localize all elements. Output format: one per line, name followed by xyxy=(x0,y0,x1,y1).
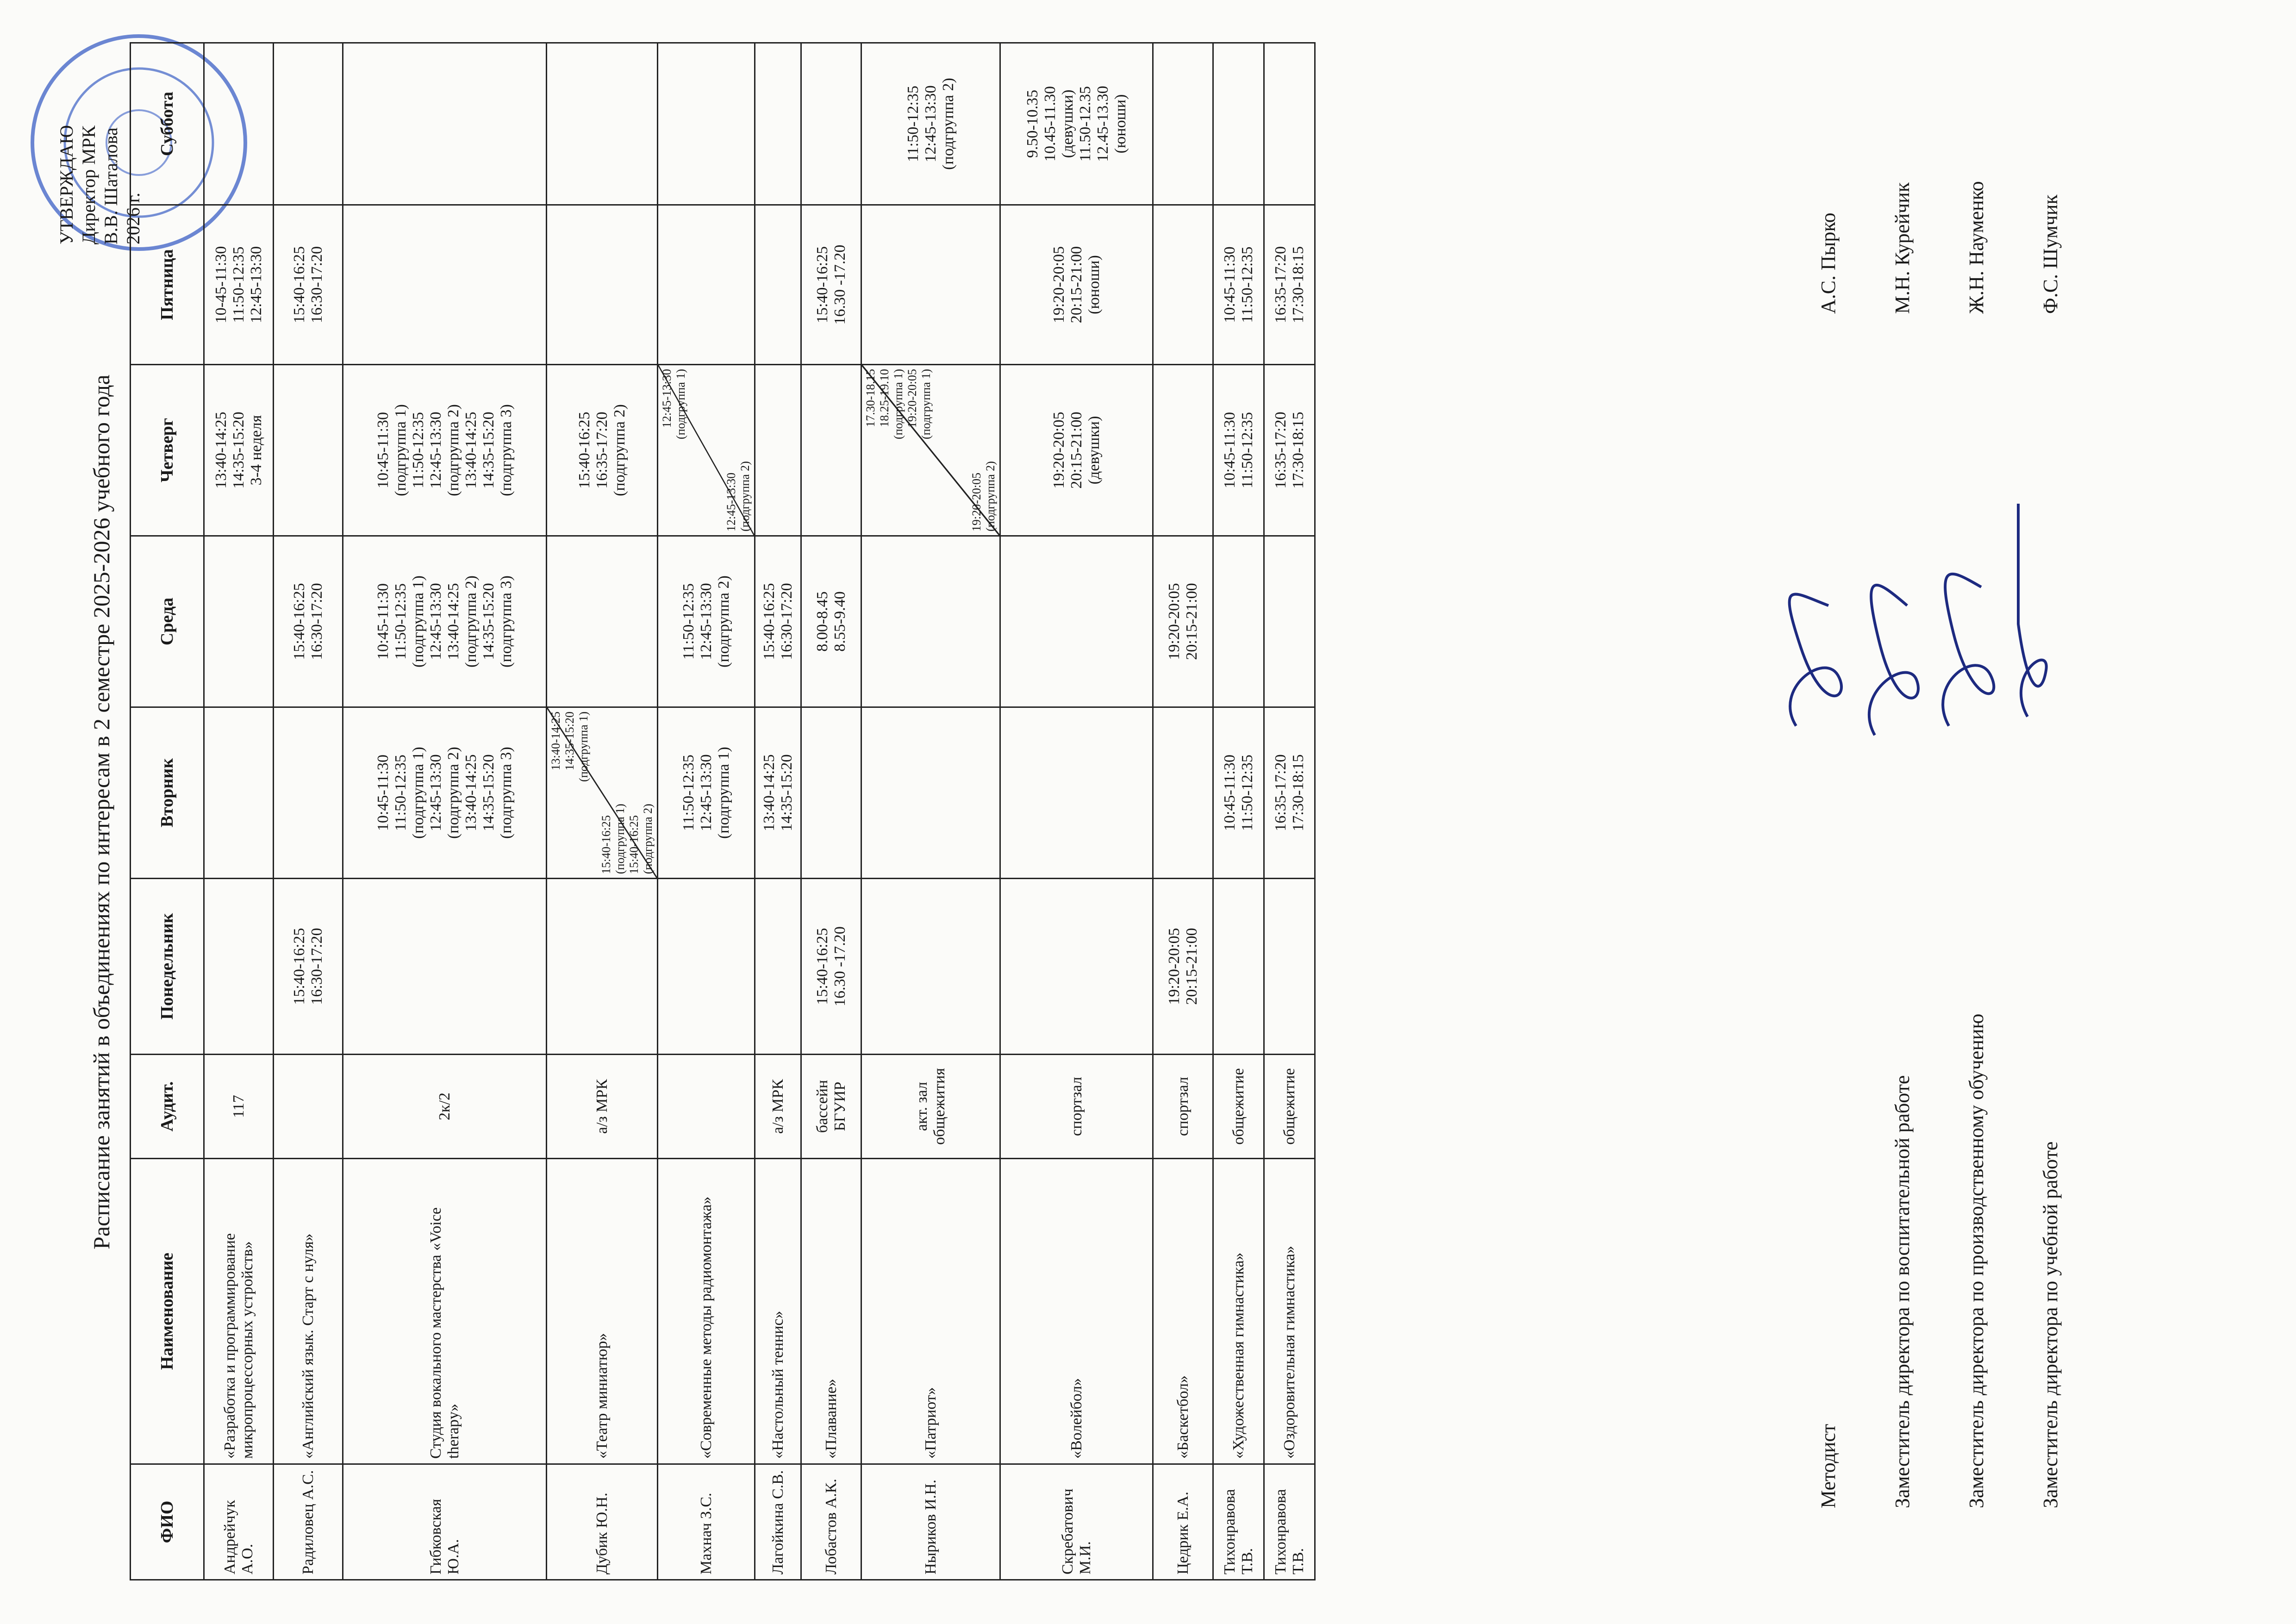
club-name: «Настольный теннис» xyxy=(755,1159,801,1464)
schedule-cell-wed xyxy=(1264,536,1315,707)
schedule-cell-fri xyxy=(861,205,1000,365)
split-cell-bottom: 19:20-20:05 (подгруппа 2) xyxy=(970,461,997,531)
schedule-cell-fri xyxy=(1153,205,1213,365)
signature-person: Ф.С. Шумчик xyxy=(2039,194,2062,314)
teacher-name: Андрейчук А.О. xyxy=(204,1464,274,1580)
club-name: «Современные методы радиомонтажа» xyxy=(658,1159,755,1464)
room: а/з МРК xyxy=(755,1055,801,1159)
schedule-cell-sat xyxy=(1264,43,1315,205)
schedule-cell-wed: 11:50-12:35 12:45-13:30 (подгруппа 2) xyxy=(658,536,755,707)
schedule-cell-wed xyxy=(547,536,658,707)
split-cell-bottom: 15:40-16:25 (подгруппа 1) 15:40-16:25 (подгруппа 2) xyxy=(599,804,655,874)
schedule-cell-mon xyxy=(1000,879,1153,1055)
schedule-cell-thu: 10:45-11:30 11:50-12:35 xyxy=(1213,365,1264,536)
schedule-cell-mon xyxy=(1213,879,1264,1055)
schedule-cell-thu: 16:35-17:20 17:30-18:15 xyxy=(1264,365,1315,536)
column-header: Понедельник xyxy=(131,879,204,1055)
schedule-cell-mon xyxy=(343,879,547,1055)
signature-person: Ж.Н. Науменко xyxy=(1965,181,1988,314)
schedule-cell-tue xyxy=(1000,707,1153,879)
schedule-cell-fri: 15:40-16:25 16:30-17:20 xyxy=(274,205,343,365)
schedule-cell-wed: 19:20-20:05 20:15-21:00 xyxy=(1153,536,1213,707)
schedule-cell-tue xyxy=(1153,707,1213,879)
schedule-cell-sat xyxy=(204,43,274,205)
schedule-cell-mon xyxy=(755,879,801,1055)
column-header: Пятница xyxy=(131,205,204,365)
signature-row xyxy=(1940,119,2014,1508)
split-cell-bottom: 12:45-13:30 (подгруппа 2) xyxy=(724,461,752,531)
teacher-name: Дубик Ю.Н. xyxy=(547,1464,658,1580)
schedule-cell-fri: 10-45-11:30 11:50-12:35 12:45-13:30 xyxy=(204,205,274,365)
club-name: «Разработка и программирование микропроцессорных устройств» xyxy=(204,1159,274,1464)
schedule-cell-wed: 15:40-16:25 16:30-17:20 xyxy=(755,536,801,707)
schedule-cell-sat xyxy=(343,43,547,205)
schedule-cell-mon xyxy=(547,879,658,1055)
schedule-cell-sat xyxy=(801,43,861,205)
page-title: Расписание занятий в объединениях по интересам в 2 семестре 2025-2026 учебного года xyxy=(88,375,114,1249)
schedule-cell-wed: 10:45-11:30 11:50-12:35 (подгруппа 1) 12:45-13:30 13:40-14:25 (подгруппа 2) 14:35-15:20 (подгруппа 3) xyxy=(343,536,547,707)
room: общежитие xyxy=(1213,1055,1264,1159)
teacher-name: Гибковская Ю.А. xyxy=(343,1464,547,1580)
schedule-cell-thu: 13:40-14:25 14:35-15:20 3-4 неделя xyxy=(204,365,274,536)
table-header-row xyxy=(131,43,204,1580)
schedule-cell-sat xyxy=(547,43,658,205)
column-header: Суббота xyxy=(131,43,204,205)
signature-role: Методист xyxy=(1817,1424,1840,1508)
room: бассейн БГУИР xyxy=(801,1055,861,1159)
split-cell-top: 17.30-18.15 18.25-19.10 (подгруппа 1) 19:20-20:05 (подгруппа 1) xyxy=(864,369,933,439)
club-name: «Оздоровительная гимнастика» xyxy=(1264,1159,1315,1464)
teacher-name: Лобастов А.К. xyxy=(801,1464,861,1580)
club-name: «Волейбол» xyxy=(1000,1159,1153,1464)
club-name: «Баскетбол» xyxy=(1153,1159,1213,1464)
schedule-cell-sat: 9.50-10.35 10.45-11.30 (девушки) 11.50-12.35 12.45-13.30 (юноши) xyxy=(1000,43,1153,205)
table-row xyxy=(547,43,658,1580)
table-row xyxy=(1000,43,1153,1580)
table-row xyxy=(801,43,861,1580)
signature-person: А.С. Пырко xyxy=(1817,212,1840,314)
table-row xyxy=(1213,43,1264,1580)
signature-row xyxy=(1791,119,1866,1508)
schedule-cell-fri: 10:45-11:30 11:50-12:35 xyxy=(1213,205,1264,365)
schedule-cell-mon xyxy=(861,879,1000,1055)
schedule-cell-sat xyxy=(1213,43,1264,205)
column-header: ФИО xyxy=(131,1464,204,1580)
schedule-cell-fri xyxy=(658,205,755,365)
room: 2к/2 xyxy=(343,1055,547,1159)
table-row xyxy=(1264,43,1315,1580)
teacher-name: Цедрик Е.А. xyxy=(1153,1464,1213,1580)
column-header: Наименование xyxy=(131,1159,204,1464)
schedule-cell-mon: 19:20-20:05 20:15-21:00 xyxy=(1153,879,1213,1055)
approve-date: 2026 г. xyxy=(123,193,144,244)
schedule-cell-thu: 15:40-16:25 16:35-17:20 (подгруппа 2) xyxy=(547,365,658,536)
table-row xyxy=(861,43,1000,1580)
schedule-cell-sat xyxy=(1153,43,1213,205)
teacher-name: Ныриков И.Н. xyxy=(861,1464,1000,1580)
schedule-cell-mon xyxy=(204,879,274,1055)
split-cell-top: 13:40-14:25 14:35-15:20 (подгруппа 1) xyxy=(549,712,590,782)
schedule-cell-fri: 19:20-20:05 20:15-21:00 (юноши) xyxy=(1000,205,1153,365)
room: а/з МРК xyxy=(547,1055,658,1159)
room xyxy=(274,1055,343,1159)
club-name: «Английский язык. Старт с нуля» xyxy=(274,1159,343,1464)
schedule-cell-thu: 19:20-20:05 20:15-21:00 (девушки) xyxy=(1000,365,1153,536)
table-row xyxy=(343,43,547,1580)
table-row xyxy=(755,43,801,1580)
schedule-table xyxy=(130,42,1316,1580)
teacher-name: Тихонравова Т.В. xyxy=(1264,1464,1315,1580)
schedule-cell-thu xyxy=(755,365,801,536)
schedule-cell-thu: 10:45-11:30 (подгруппа 1) 11:50-12:35 12:45-13:30 (подгруппа 2) 13:40-14:25 14:35-15:20 (подгруппа 3) xyxy=(343,365,547,536)
schedule-cell-mon: 15:40-16:25 16.30 -17.20 xyxy=(801,879,861,1055)
schedule-cell-fri: 16:35-17:20 17:30-18:15 xyxy=(1264,205,1315,365)
signature-row xyxy=(2014,119,2088,1508)
schedule-cell-tue: 10:45-11:30 11:50-12:35 (подгруппа 1) 12:45-13:30 (подгруппа 2) 13:40-14:25 14:35-15:20 (подгруппа 3) xyxy=(343,707,547,879)
schedule-cell-mon xyxy=(658,879,755,1055)
schedule-cell-tue: 13:40-14:25 14:35-15:20 xyxy=(755,707,801,879)
club-name: «Художественная гимнастика» xyxy=(1213,1159,1264,1464)
schedule-cell-sat: 11:50-12:35 12:45-13:30 (подгруппа 2) xyxy=(861,43,1000,205)
club-name: Студия вокального мастерства «Voice therapy» xyxy=(343,1159,547,1464)
schedule-cell-thu xyxy=(1153,365,1213,536)
signature-row xyxy=(1866,119,1940,1508)
schedule-cell-tue xyxy=(274,707,343,879)
room: спортзал xyxy=(1000,1055,1153,1159)
schedule-cell-thu xyxy=(658,365,755,536)
schedule-cell-fri xyxy=(755,205,801,365)
table-row xyxy=(1153,43,1213,1580)
signature-role: Заместитель директора по воспитательной работе xyxy=(1891,1075,1914,1508)
schedule-cell-fri xyxy=(343,205,547,365)
column-header: Аудит. xyxy=(131,1055,204,1159)
signature-role: Заместитель директора по учебной работе xyxy=(2039,1141,2062,1508)
schedule-cell-sat xyxy=(274,43,343,205)
signature-role: Заместитель директора по производственному обучению xyxy=(1965,1013,1988,1508)
approve-heading: УТВЕРЖДАЮ xyxy=(56,125,77,244)
schedule-cell-tue xyxy=(861,707,1000,879)
signature-person: М.Н. Курейчик xyxy=(1891,182,1914,314)
signatures-block xyxy=(1791,119,2088,1508)
schedule-cell-tue: 11:50-12:35 12:45-13:30 (подгруппа 1) xyxy=(658,707,755,879)
schedule-cell-fri: 15:40-16:25 16.30 -17.20 xyxy=(801,205,861,365)
split-cell-top: 12:45-13:30 (подгруппа 1) xyxy=(660,369,687,439)
schedule-cell-thu xyxy=(274,365,343,536)
schedule-cell-tue: 10:45-11:30 11:50-12:35 xyxy=(1213,707,1264,879)
room: акт. зал общежития xyxy=(861,1055,1000,1159)
room: общежитие xyxy=(1264,1055,1315,1159)
room xyxy=(658,1055,755,1159)
schedule-cell-wed xyxy=(204,536,274,707)
schedule-cell-sat xyxy=(658,43,755,205)
teacher-name: Лагойкина С.В. xyxy=(755,1464,801,1580)
room: 117 xyxy=(204,1055,274,1159)
club-name: «Патриот» xyxy=(861,1159,1000,1464)
column-header: Вторник xyxy=(131,707,204,879)
teacher-name: Скребатович М.И. xyxy=(1000,1464,1153,1580)
schedule-cell-wed xyxy=(861,536,1000,707)
schedule-cell-tue xyxy=(801,707,861,879)
schedule-cell-tue xyxy=(547,707,658,879)
teacher-name: Тихонравова Т.В. xyxy=(1213,1464,1264,1580)
schedule-cell-wed: 15:40-16:25 16:30-17:20 xyxy=(274,536,343,707)
club-name: «Театр миниатюр» xyxy=(547,1159,658,1464)
schedule-cell-thu xyxy=(861,365,1000,536)
club-name: «Плавание» xyxy=(801,1159,861,1464)
room: спортзал xyxy=(1153,1055,1213,1159)
teacher-name: Радиловец А.С. xyxy=(274,1464,343,1580)
schedule-cell-mon xyxy=(1264,879,1315,1055)
schedule-cell-sat xyxy=(755,43,801,205)
table-row xyxy=(204,43,274,1580)
teacher-name: Махнач З.С. xyxy=(658,1464,755,1580)
schedule-cell-wed: 8.00-8.45 8.55-9.40 xyxy=(801,536,861,707)
schedule-cell-tue xyxy=(204,707,274,879)
schedule-cell-mon: 15:40-16:25 16:30-17:20 xyxy=(274,879,343,1055)
column-header: Четверг xyxy=(131,365,204,536)
schedule-cell-wed xyxy=(1000,536,1153,707)
table-row xyxy=(274,43,343,1580)
schedule-cell-fri xyxy=(547,205,658,365)
schedule-cell-wed xyxy=(1213,536,1264,707)
approve-position: Директор МРК xyxy=(78,125,99,244)
approve-director: В.В. Шаталова xyxy=(100,127,121,244)
schedule-cell-thu xyxy=(801,365,861,536)
table-row xyxy=(658,43,755,1580)
schedule-cell-tue: 16:35-17:20 17:30-18:15 xyxy=(1264,707,1315,879)
column-header: Среда xyxy=(131,536,204,707)
